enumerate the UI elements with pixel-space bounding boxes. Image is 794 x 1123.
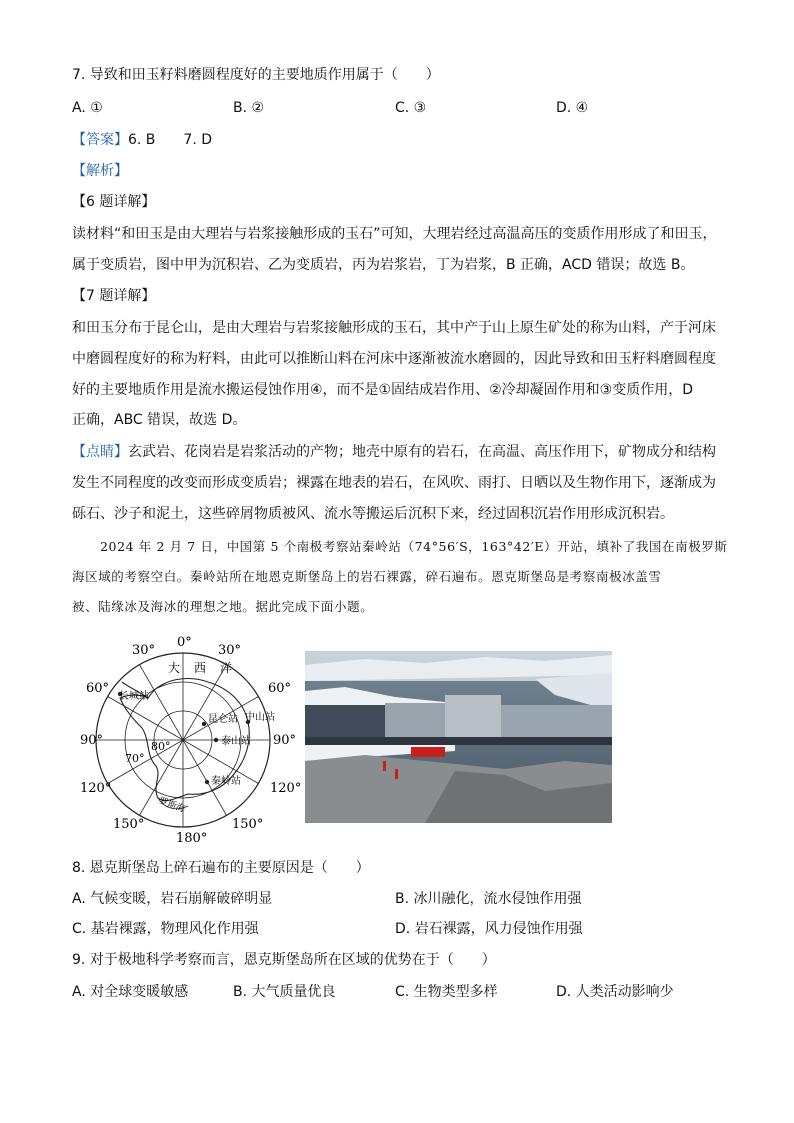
lat-80: 80° <box>151 740 171 753</box>
q9-option-d: D. 人类活动影响少 <box>556 984 674 1000</box>
station-zhongshan: 中山站 <box>245 712 275 723</box>
detail-7-line-1: 和田玉分布于昆仑山，是由大理岩与岩浆接触形成的玉石，其中产于山上原生矿处的称为山料，产于河床 <box>72 320 716 336</box>
ocean-char-1: 大 <box>168 661 181 675</box>
lon-60e: 60° <box>268 681 292 696</box>
material-line-2: 海区域的考察空白。秦岭站所在地恩克斯堡岛上的岩石裸露，碎石遍布。恩克斯堡岛是考察南极冰盖雪 <box>72 569 662 584</box>
q7-option-c: C. ③ <box>395 100 427 116</box>
detail-6-line-2: 属于变质岩，图中甲为沉积岩、乙为变质岩，丙为岩浆岩，丁为岩浆，B 正确，ACD 错误；故选 B。 <box>72 257 695 273</box>
lon-0: 0° <box>177 636 192 650</box>
tip-line-1 <box>72 442 716 462</box>
ross-sea-label: 罗斯海 <box>157 796 187 815</box>
q8-option-d: D. 岩石裸露，风力侵蚀作用强 <box>395 921 583 937</box>
q8-option-c: C. 基岩裸露，物理风化作用强 <box>72 921 259 937</box>
q7-option-b: B. ② <box>233 100 265 116</box>
detail-7-line-4: 正确，ABC 错误，故选 D。 <box>72 412 247 428</box>
tip-line-3: 砾石、沙子和泥土，这些碎屑物质被风、流水等搬运后沉积下来，经过固积沉岩作用形成沉积岩。 <box>72 506 674 522</box>
lon-180: 180° <box>176 831 208 844</box>
lon-30e: 30° <box>218 643 242 658</box>
lon-150e: 150° <box>232 817 264 832</box>
station-kunlun: 昆仑站 <box>208 714 238 725</box>
building-base <box>305 737 612 745</box>
analysis-title: 【解析】 <box>72 163 128 179</box>
question-9-stem: 9. 对于极地科学考察而言，恩克斯堡岛所在区域的优势在于（ ） <box>72 952 496 968</box>
qinling-station-photo <box>305 651 612 823</box>
lon-90e: 90° <box>273 733 297 748</box>
answer-text: 6. B 7. D <box>128 132 212 148</box>
station-qinling: 秦岭站 <box>211 776 241 787</box>
building-roof-right <box>501 705 612 741</box>
q8-option-b: B. 冰川融化，流水侵蚀作用强 <box>395 891 582 907</box>
detail-7-line-3: 好的主要地质作用是流水搬运侵蚀作用④，而不是①固结成岩作用、②冷却凝固作用和③变质作用，D <box>72 382 693 398</box>
question-8-stem: 8. 恩克斯堡岛上碎石遍布的主要原因是（ ） <box>72 860 370 876</box>
lon-120w: 120° <box>80 781 112 796</box>
ocean-char-3: 洋 <box>220 661 233 675</box>
tip-text-1: 玄武岩、花岗岩是岩浆活动的产物；地壳中原有的岩石，在高温、高压作用下，矿物成分和结构 <box>128 444 716 460</box>
tip-bracket: 【点睛】 <box>72 444 128 460</box>
station-changcheng: 长城站 <box>119 691 149 702</box>
ocean-char-2: 西 <box>194 661 207 675</box>
detail-7-line-2: 中磨圆程度好的称为籽料，由此可以推断山料在河床中逐渐被流水磨圆的，因此导致和田玉籽料磨圆程度 <box>72 351 716 367</box>
lon-30w: 30° <box>132 643 156 658</box>
answer-line <box>72 130 212 150</box>
building-left-wing <box>305 705 385 737</box>
q8-option-a: A. 气候变暖，岩石崩解破碎明显 <box>72 891 273 907</box>
detail-6-title: 【6 题详解】 <box>72 194 156 210</box>
station-dot-taishan <box>214 738 218 742</box>
station-taishan: 泰山站 <box>221 736 251 747</box>
lon-120e: 120° <box>270 781 302 796</box>
building-central-roof <box>445 695 501 743</box>
q7-option-a: A. ① <box>72 100 103 116</box>
station-dot-kunlun <box>202 722 206 726</box>
q9-option-b: B. 大气质量优良 <box>233 984 336 1000</box>
lon-60w: 60° <box>86 681 110 696</box>
antarctica-polar-map <box>80 636 304 844</box>
answer-bracket: 【答案】 <box>72 132 128 148</box>
q7-option-d: D. ④ <box>556 100 589 116</box>
lon-90w: 90° <box>80 733 104 748</box>
station-dot-qinling <box>205 780 209 784</box>
lon-150w: 150° <box>113 817 145 832</box>
detail-7-title: 【7 题详解】 <box>72 288 156 304</box>
tip-line-2: 发生不同程度的改变而形成变质岩；裸露在地表的岩石，在风吹、雨打、日晒以及生物作用下，逐渐成为 <box>72 475 716 491</box>
building-roof-left <box>385 703 445 741</box>
lat-70: 70° <box>125 752 145 765</box>
q9-option-a: A. 对全球变暖敏感 <box>72 984 189 1000</box>
material-line-3: 被、陆缘冰及海冰的理想之地。据此完成下面小题。 <box>72 599 374 614</box>
material-line-1: 2024 年 2 月 7 日，中国第 5 个南极考察站秦岭站（74°56′S，163°42′E）开站，填补了我国在南极罗斯 <box>100 539 728 554</box>
question-7-stem: 7. 导致和田玉籽料磨圆程度好的主要地质作用属于（ ） <box>72 67 440 83</box>
detail-6-line-1: 读材料“和田玉是由大理岩与岩浆接触形成的玉石”可知，大理岩经过高温高压的变质作用形成了和田玉， <box>72 226 717 242</box>
q9-option-c: C. 生物类型多样 <box>395 984 498 1000</box>
